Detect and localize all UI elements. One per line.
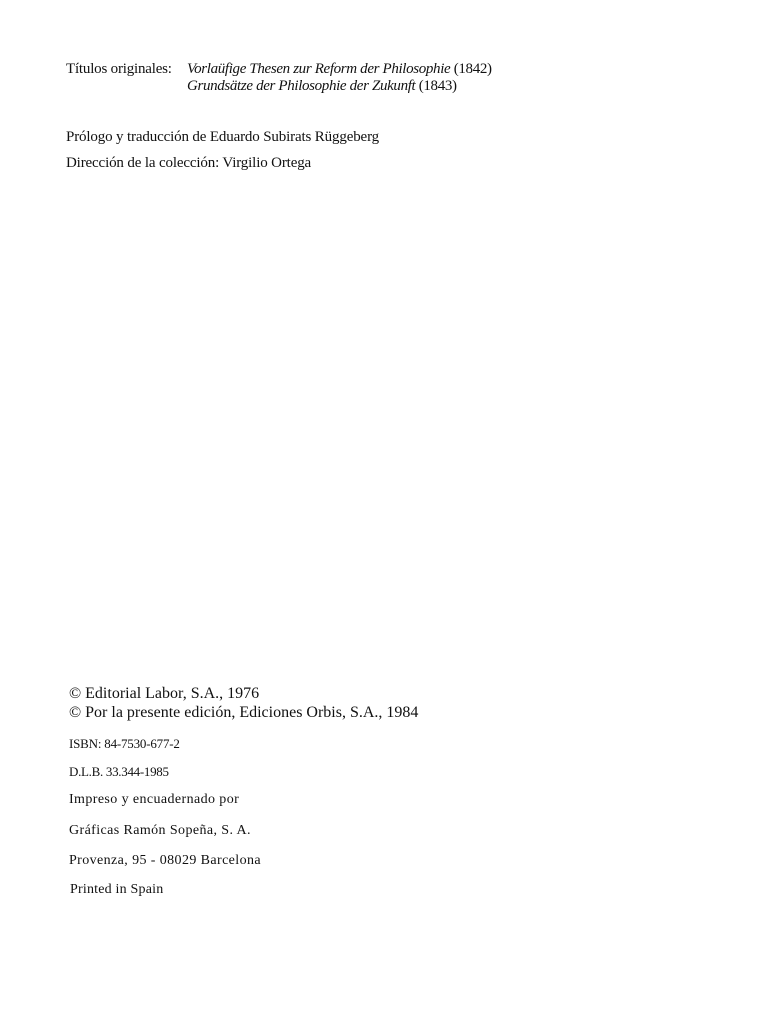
isbn: ISBN: 84-7530-677-2 <box>69 736 180 751</box>
printer-name: Gráficas Ramón Sopeña, S. A. <box>69 823 251 838</box>
original-title-2-name: Grundsätze der Philosophie der Zukunft <box>187 78 416 94</box>
original-title-1 <box>187 62 492 77</box>
original-titles-label: Títulos originales: <box>66 61 172 77</box>
printed-in-country: Printed in Spain <box>70 882 164 897</box>
copyright-line-1: © Editorial Labor, S.A., 1976 <box>69 685 260 702</box>
original-title-2 <box>187 79 457 94</box>
prologue-translation-credit: Prólogo y traducción de Eduardo Subirats Rüggeberg <box>66 129 379 145</box>
printer-address: Provenza, 95 - 08029 Barcelona <box>69 853 261 868</box>
collection-direction-credit: Dirección de la colección: Virgilio Ortega <box>66 155 312 171</box>
original-title-2-year: (1843) <box>415 78 457 94</box>
original-title-1-name: Vorlaüfige Thesen zur Reform der Philosophie <box>187 61 451 77</box>
copyright-line-2: © Por la presente edición, Ediciones Orbis, S.A., 1984 <box>69 704 419 721</box>
legal-deposit: D.L.B. 33.344-1985 <box>69 764 169 779</box>
original-title-1-year: (1842) <box>450 61 492 77</box>
printed-by-label: Impreso y encuadernado por <box>69 792 240 807</box>
